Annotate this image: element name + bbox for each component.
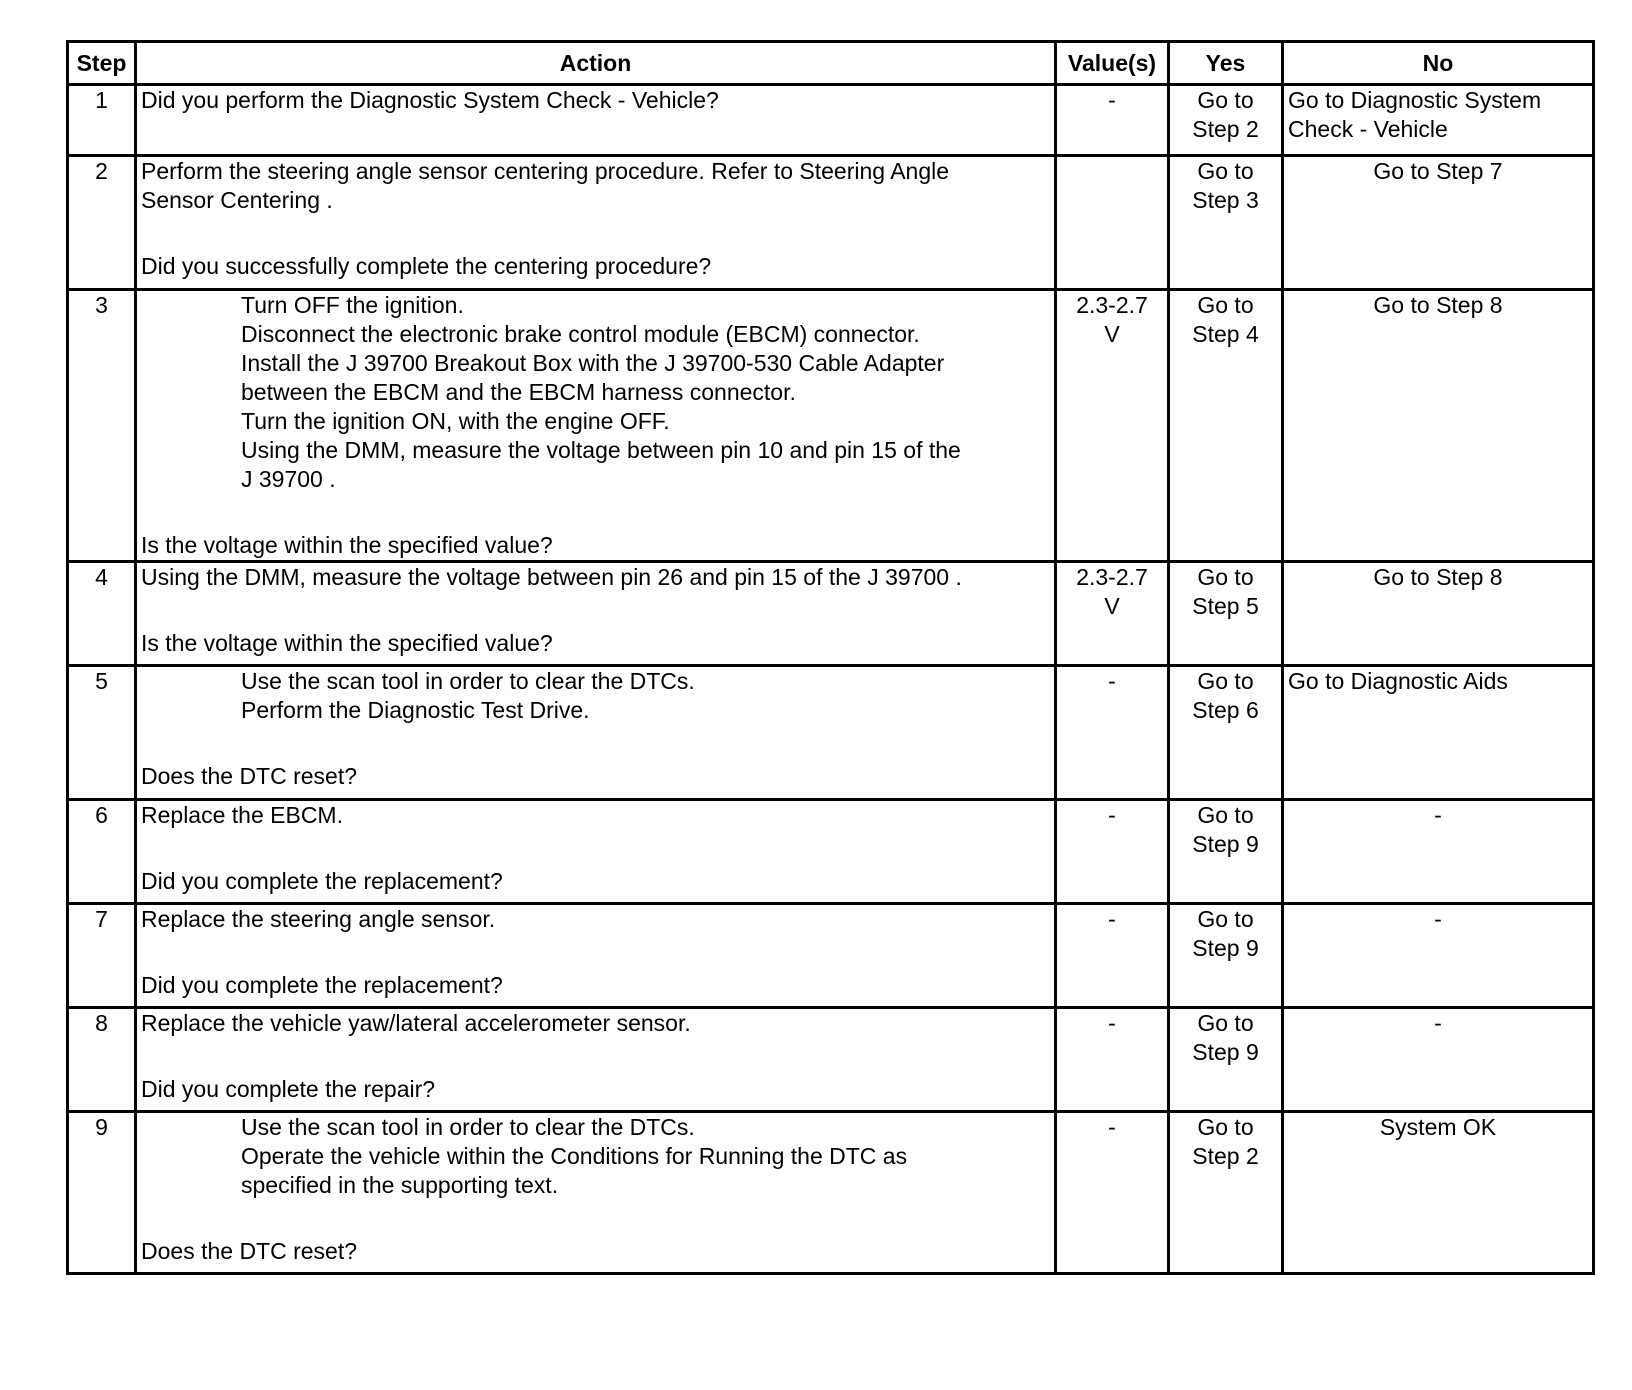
action-text: Replace the EBCM. [141,802,343,828]
table-row [68,904,1594,1008]
value-cell: - [1056,904,1169,1008]
header-action: Action [136,42,1056,85]
action-text: Replace the vehicle yaw/lateral accelerometer sensor. [141,1010,691,1036]
no-cell: - [1283,904,1594,1008]
yes-line: Step 3 [1192,187,1259,213]
table-row [68,85,1594,156]
action-substep: Operate the vehicle within the Conditions for Running the DTC as [241,1143,908,1169]
yes-cell [1169,666,1283,800]
action-text: Sensor Centering . [141,187,333,213]
yes-line: Go to [1197,668,1254,694]
action-cell [136,666,1056,800]
yes-line: Go to [1197,802,1254,828]
yes-cell [1169,290,1283,562]
no-line: Check - Vehicle [1288,116,1448,142]
header-step: Step [68,42,136,85]
action-substep: between the EBCM and the EBCM harness connector. [241,379,796,405]
diagnostic-table-sheet [66,40,1592,1275]
step-number: 1 [68,85,136,156]
yes-line: Step 5 [1192,593,1259,619]
action-cell [136,290,1056,562]
action-substep: Use the scan tool in order to clear the DTCs. [241,1114,695,1140]
action-substep: Turn OFF the ignition. [241,292,464,318]
yes-line: Step 6 [1192,697,1259,723]
no-cell: Go to Step 7 [1283,156,1594,290]
value-line: 2.3-2.7 [1076,292,1148,318]
no-cell: - [1283,800,1594,904]
action-cell [136,85,1056,156]
value-cell: - [1056,1008,1169,1112]
value-cell: - [1056,800,1169,904]
step-number: 7 [68,904,136,1008]
header-no: No [1283,42,1594,85]
value-cell [1056,156,1169,290]
step-number: 6 [68,800,136,904]
no-cell: System OK [1283,1112,1594,1274]
header-values: Value(s) [1056,42,1169,85]
action-question: Did you complete the repair? [141,1076,436,1102]
action-substep: specified in the supporting text. [241,1172,559,1198]
value-cell [1056,562,1169,666]
no-cell: Go to Step 8 [1283,290,1594,562]
yes-line: Go to [1197,292,1254,318]
diagnostic-table [66,40,1595,1275]
yes-line: Go to [1197,158,1254,184]
value-cell: - [1056,1112,1169,1274]
yes-line: Step 4 [1192,321,1259,347]
action-question: Does the DTC reset? [141,1238,358,1264]
action-text: Did you perform the Diagnostic System Check - Vehicle? [141,87,719,113]
table-row [68,666,1594,800]
table-row [68,1112,1594,1274]
action-question: Did you successfully complete the centering procedure? [141,253,712,279]
action-substep: Turn the ignition ON, with the engine OFF. [241,408,670,434]
step-number: 8 [68,1008,136,1112]
yes-line: Step 2 [1192,1143,1259,1169]
action-cell [136,156,1056,290]
action-question: Does the DTC reset? [141,763,358,789]
action-text: Replace the steering angle sensor. [141,906,496,932]
yes-cell [1169,1008,1283,1112]
action-text: Perform the steering angle sensor centering procedure. Refer to Steering Angle [141,158,950,184]
value-cell: - [1056,666,1169,800]
action-question: Did you complete the replacement? [141,868,503,894]
action-text: Using the DMM, measure the voltage between pin 26 and pin 15 of the J 39700 . [141,564,962,590]
action-question: Did you complete the replacement? [141,972,503,998]
yes-cell [1169,85,1283,156]
action-cell [136,1112,1056,1274]
yes-line: Go to [1197,564,1254,590]
action-cell [136,1008,1056,1112]
action-question: Is the voltage within the specified value? [141,532,553,558]
value-cell: - [1056,85,1169,156]
yes-line: Go to [1197,1010,1254,1036]
yes-line: Step 2 [1192,116,1259,142]
yes-line: Step 9 [1192,831,1259,857]
action-substep: Disconnect the electronic brake control module (EBCM) connector. [241,321,920,347]
action-substep: Use the scan tool in order to clear the DTCs. [241,668,695,694]
step-number: 3 [68,290,136,562]
step-number: 9 [68,1112,136,1274]
action-cell [136,800,1056,904]
table-row [68,1008,1594,1112]
step-number: 5 [68,666,136,800]
yes-cell [1169,1112,1283,1274]
yes-line: Go to [1197,906,1254,932]
value-line: V [1104,593,1120,619]
yes-line: Go to [1197,87,1254,113]
action-substep: J 39700 . [241,466,336,492]
step-number: 4 [68,562,136,666]
no-cell: Go to Step 8 [1283,562,1594,666]
step-number: 2 [68,156,136,290]
value-cell [1056,290,1169,562]
yes-cell [1169,562,1283,666]
value-line: 2.3-2.7 [1076,564,1148,590]
yes-cell [1169,800,1283,904]
table-row [68,156,1594,290]
no-cell: Go to Diagnostic Aids [1283,666,1594,800]
yes-line: Step 9 [1192,935,1259,961]
yes-cell [1169,904,1283,1008]
action-substep: Perform the Diagnostic Test Drive. [241,697,590,723]
no-cell: - [1283,1008,1594,1112]
action-substep: Install the J 39700 Breakout Box with the J 39700-530 Cable Adapter [241,350,945,376]
table-row [68,290,1594,562]
action-question: Is the voltage within the specified value? [141,630,553,656]
yes-cell [1169,156,1283,290]
value-line: V [1104,321,1120,347]
header-row [68,42,1594,85]
action-substep: Using the DMM, measure the voltage between pin 10 and pin 15 of the [241,437,961,463]
yes-line: Go to [1197,1114,1254,1140]
no-cell [1283,85,1594,156]
header-yes: Yes [1169,42,1283,85]
table-row [68,562,1594,666]
action-cell [136,904,1056,1008]
yes-line: Step 9 [1192,1039,1259,1065]
action-cell [136,562,1056,666]
no-line: Go to Diagnostic System [1288,87,1542,113]
table-row [68,800,1594,904]
